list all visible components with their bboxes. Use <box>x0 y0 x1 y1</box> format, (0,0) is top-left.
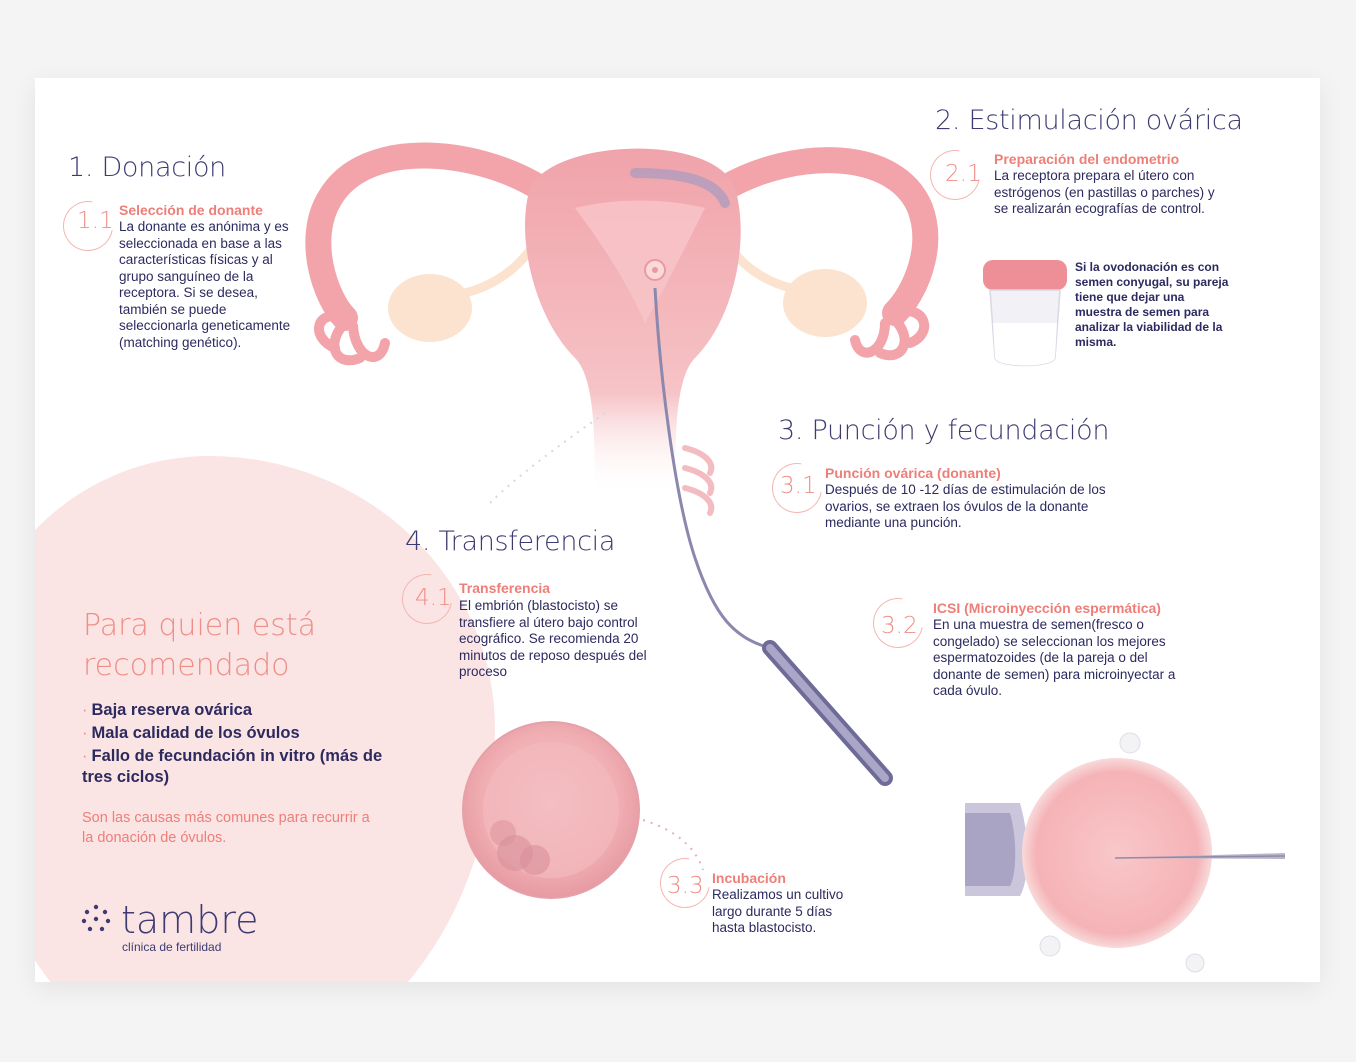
bullet-dot: · <box>82 724 88 742</box>
section-title-stimulation: 2. Estimulación ovárica <box>935 105 1243 136</box>
recommended-note: Son las causas más comunes para recurrir a la donación de óvulos. <box>82 810 370 846</box>
step-text: Después de 10 -12 días de estimulación de los ovarios, se extraen los óvulos de la donante mediante una punción. <box>825 482 1106 530</box>
recommended-list <box>82 700 402 790</box>
recommended-item <box>82 723 402 744</box>
step-text: El embrión (blastocisto) se transfiere al útero bajo control ecográfico. Se recomienda 20 minutos de reposo después del proceso <box>459 598 647 679</box>
bullet-dot: · <box>82 747 88 765</box>
brand-tagline: clínica de fertilidad <box>122 940 222 954</box>
blastocyst-illustration <box>463 722 639 898</box>
bullet-dot: · <box>82 701 88 719</box>
step-title: ICSI (Microinyección espermática) <box>933 600 1161 616</box>
step-number: 3.2 <box>881 613 918 639</box>
recommended-title: Para quien está recomendado <box>83 608 317 683</box>
step-number: 4.1 <box>415 585 452 611</box>
infographic-card <box>35 78 1320 982</box>
step-number: 3.3 <box>667 873 704 899</box>
logo-dots-icon <box>81 904 111 934</box>
step-text: La donante es anónima y es seleccionada en base a las características físicas y al grupo sanguíneo de la receptora. Si se desea, también se puede seleccionarla geneticamente (matching genético). <box>119 219 291 350</box>
recommended-item-text: Baja reserva ovárica <box>91 701 253 719</box>
icsi-illustration <box>965 733 1285 972</box>
recommended-item <box>82 700 402 721</box>
sample-container-illustration <box>983 260 1067 366</box>
recommended-item <box>82 746 402 788</box>
step-number: 1.1 <box>77 208 114 234</box>
step-title: Transferencia <box>459 580 551 596</box>
step-number: 3.1 <box>780 473 817 499</box>
step-title: Incubación <box>712 870 786 886</box>
brand-name: tambre <box>121 898 259 942</box>
semen-note: Si la ovodonación es con semen conyugal, su pareja tiene que dejar una muestra de semen para analizar la viabilidad de la misma. <box>1075 260 1229 349</box>
step-text: En una muestra de semen(fresco o congelado) se seleccionan los mejores espermatozoides (de la pareja o del donante de semen) para microinyectar a cada óvulo. <box>933 617 1176 698</box>
step-title: Preparación del endometrio <box>994 151 1180 167</box>
recommended-item-text: Fallo de fecundación in vitro (más de tres ciclos) <box>82 747 383 786</box>
step-title: Punción ovárica (donante) <box>825 465 1001 481</box>
step-number: 2.1 <box>945 161 982 187</box>
recommended-item-text: Mala calidad de los óvulos <box>91 724 300 742</box>
step-text: La receptora prepara el útero con estrógenos (en pastillas o parches) y se realizarán ecografías de control. <box>994 168 1215 216</box>
step-text: Realizamos un cultivo largo durante 5 días hasta blastocisto. <box>712 887 844 935</box>
section-title-donation: 1. Donación <box>68 152 226 183</box>
section-title-puncture: 3. Punción y fecundación <box>778 415 1110 446</box>
connector-line <box>490 413 605 503</box>
section-title-transfer: 4. Transferencia <box>405 526 616 557</box>
step-title: Selección de donante <box>119 202 263 218</box>
uterus-illustration <box>318 149 925 513</box>
